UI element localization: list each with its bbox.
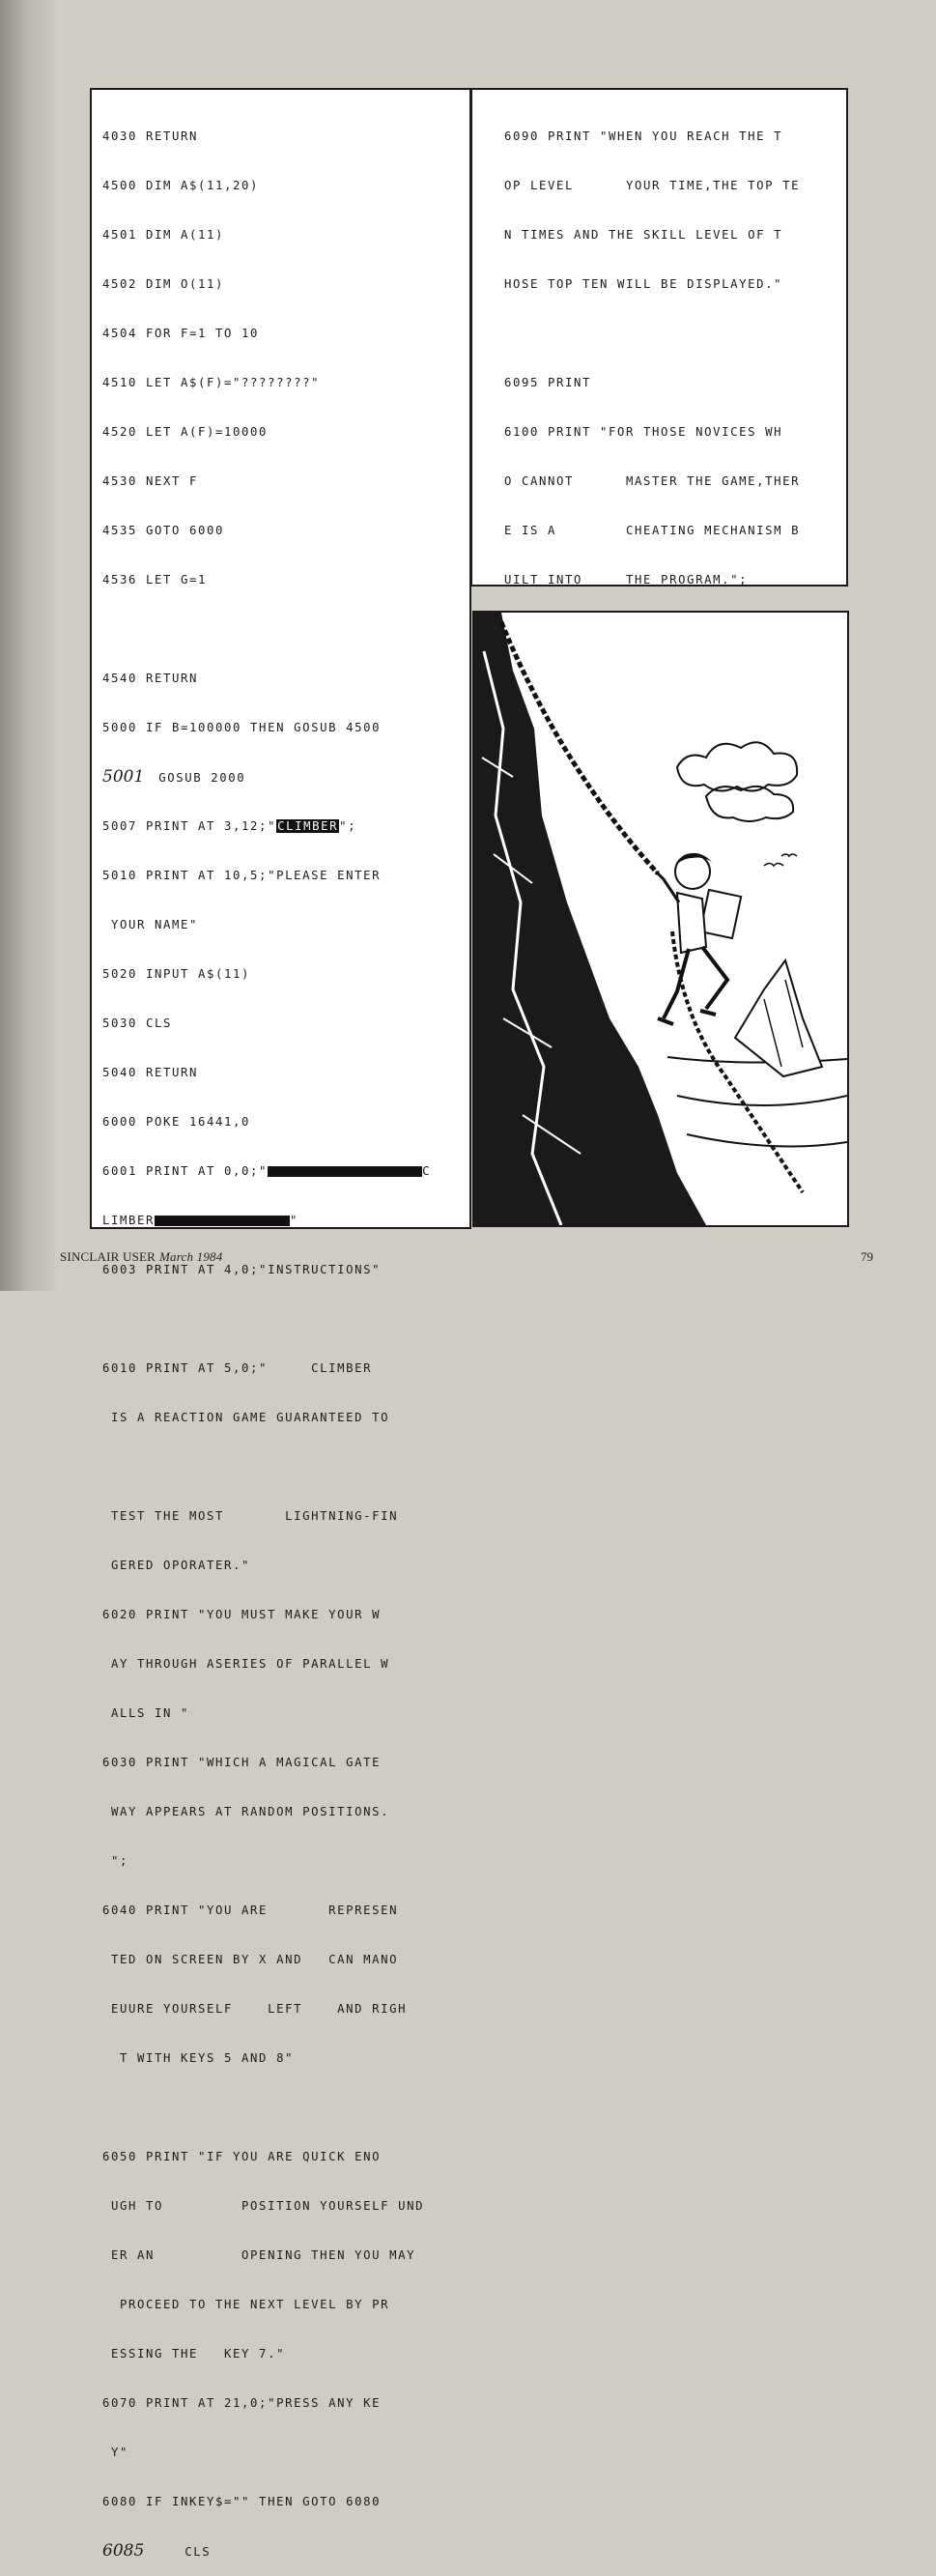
code-line: 6095 PRINT: [504, 376, 592, 389]
code-line: 6003 PRINT AT 4,0;"INSTRUCTIONS": [102, 1263, 382, 1276]
handwritten-line: [102, 2540, 431, 2562]
blank-line: [102, 1456, 431, 1478]
code-line: YOUR NAME": [102, 918, 199, 931]
code-line: 4501 DIM A(11): [102, 228, 225, 242]
code-line: 6100 PRINT "FOR THOSE NOVICES WH: [504, 425, 783, 439]
code-line: GERED OPORATER.": [102, 1559, 251, 1572]
code-line: IS A REACTION GAME GUARANTEED TO: [102, 1411, 390, 1424]
code-line: AY THROUGH ASERIES OF PARALLEL W: [102, 1657, 390, 1671]
code-line: 5040 RETURN: [102, 1066, 199, 1079]
code-line: [102, 1210, 431, 1232]
code-line: E IS A CHEATING MECHANISM B: [504, 524, 801, 537]
magazine-footer: [60, 1249, 222, 1265]
code-line: 6040 PRINT "YOU ARE REPRESEN: [102, 1903, 399, 1917]
code-line: PROCEED TO THE NEXT LEVEL BY PR: [102, 2298, 390, 2311]
code-line: ESSING THE KEY 7.": [102, 2347, 286, 2361]
code-line: 6070 PRINT AT 21,0;"PRESS ANY KE: [102, 2396, 382, 2410]
code-line: N TIMES AND THE SKILL LEVEL OF T: [504, 228, 783, 242]
code-line: OP LEVEL YOUR TIME,THE TOP TE: [504, 179, 801, 192]
code-line: 6090 PRINT "WHEN YOU REACH THE T: [504, 129, 783, 143]
code-line: Y": [102, 2446, 129, 2459]
code-line: 6080 IF INKEY$="" THEN GOTO 6080: [102, 2495, 382, 2508]
code-line: WAY APPEARS AT RANDOM POSITIONS.: [102, 1805, 390, 1818]
code-line: ER AN OPENING THEN YOU MAY: [102, 2248, 416, 2262]
code-line: 5030 CLS: [102, 1016, 173, 1030]
code-line: UGH TO POSITION YOURSELF UND: [102, 2199, 425, 2213]
handwritten-number: 5001: [102, 767, 145, 787]
code-line: 4502 DIM O(11): [102, 277, 225, 291]
code-line: TEST THE MOST LIGHTNING-FIN: [102, 1509, 399, 1523]
code-line: 4504 FOR F=1 TO 10: [102, 327, 260, 340]
code-line: 5000 IF B=100000 THEN GOSUB 4500: [102, 721, 382, 734]
code-line: 4536 LET G=1: [102, 573, 208, 587]
code-line: 4530 NEXT F: [102, 474, 199, 488]
program-listing-left: [102, 99, 431, 2576]
code-fragment: CLS: [184, 2545, 212, 2559]
blank-line: [102, 1308, 431, 1331]
code-line: 5010 PRINT AT 10,5;"PLEASE ENTER: [102, 869, 382, 882]
code-fragment: ";: [339, 819, 357, 833]
code-line: T WITH KEYS 5 AND 8": [102, 2051, 295, 2065]
code-line: [102, 1160, 431, 1183]
inverse-video-text: CLIMBER: [277, 819, 339, 833]
code-line: 6030 PRINT "WHICH A MAGICAL GATE: [102, 1756, 382, 1769]
code-line: 6020 PRINT "YOU MUST MAKE YOUR W: [102, 1608, 382, 1621]
code-line: ALLS IN ": [102, 1706, 190, 1720]
code-fragment: 5007 PRINT AT 3,12;": [102, 819, 277, 833]
inverse-block: [155, 1216, 290, 1226]
handwritten-number: 6085: [102, 2541, 145, 2561]
code-line: 4520 LET A(F)=10000: [102, 425, 269, 439]
code-line: [102, 816, 431, 838]
code-fragment: LIMBER: [102, 1214, 156, 1227]
code-line: 4535 GOTO 6000: [102, 524, 225, 537]
page-binding-shadow: [0, 0, 58, 1291]
code-line: 4540 RETURN: [102, 672, 199, 685]
code-line: 5020 INPUT A$(11): [102, 967, 251, 981]
code-line: 6010 PRINT AT 5,0;" CLIMBER: [102, 1361, 373, 1375]
code-line: ";: [102, 1854, 129, 1868]
blank-line: [102, 618, 431, 641]
handwritten-line: [102, 766, 431, 788]
code-fragment: ": [290, 1214, 299, 1227]
code-line: UILT INTO THE PROGRAM.";: [504, 573, 749, 587]
inverse-block: [268, 1166, 422, 1177]
code-fragment: GOSUB 2000: [158, 771, 246, 785]
code-fragment: 6001 PRINT AT 0,0;": [102, 1164, 269, 1178]
issue-date: March 1984: [159, 1249, 223, 1264]
climber-illustration: [472, 611, 849, 1227]
code-line: 6050 PRINT "IF YOU ARE QUICK ENO: [102, 2150, 382, 2163]
magazine-name: SINCLAIR USER: [60, 1249, 156, 1264]
code-line: O CANNOT MASTER THE GAME,THER: [504, 474, 801, 488]
code-line: 4030 RETURN: [102, 129, 199, 143]
code-line: EUURE YOURSELF LEFT AND RIGH: [102, 2002, 408, 2016]
code-line: 4500 DIM A$(11,20): [102, 179, 260, 192]
climber-drawing: [474, 613, 847, 1225]
code-line: 4510 LET A$(F)="????????": [102, 376, 321, 389]
blank-line: [102, 2097, 431, 2119]
climber-head-icon: [675, 854, 710, 889]
code-fragment: C: [422, 1164, 432, 1178]
code-line: TED ON SCREEN BY X AND CAN MANO: [102, 1953, 399, 1966]
page-number: 79: [861, 1249, 873, 1264]
code-line: HOSE TOP TEN WILL BE DISPLAYED.": [504, 277, 783, 291]
code-line: 6000 POKE 16441,0: [102, 1115, 251, 1129]
blank-line: [504, 323, 800, 345]
